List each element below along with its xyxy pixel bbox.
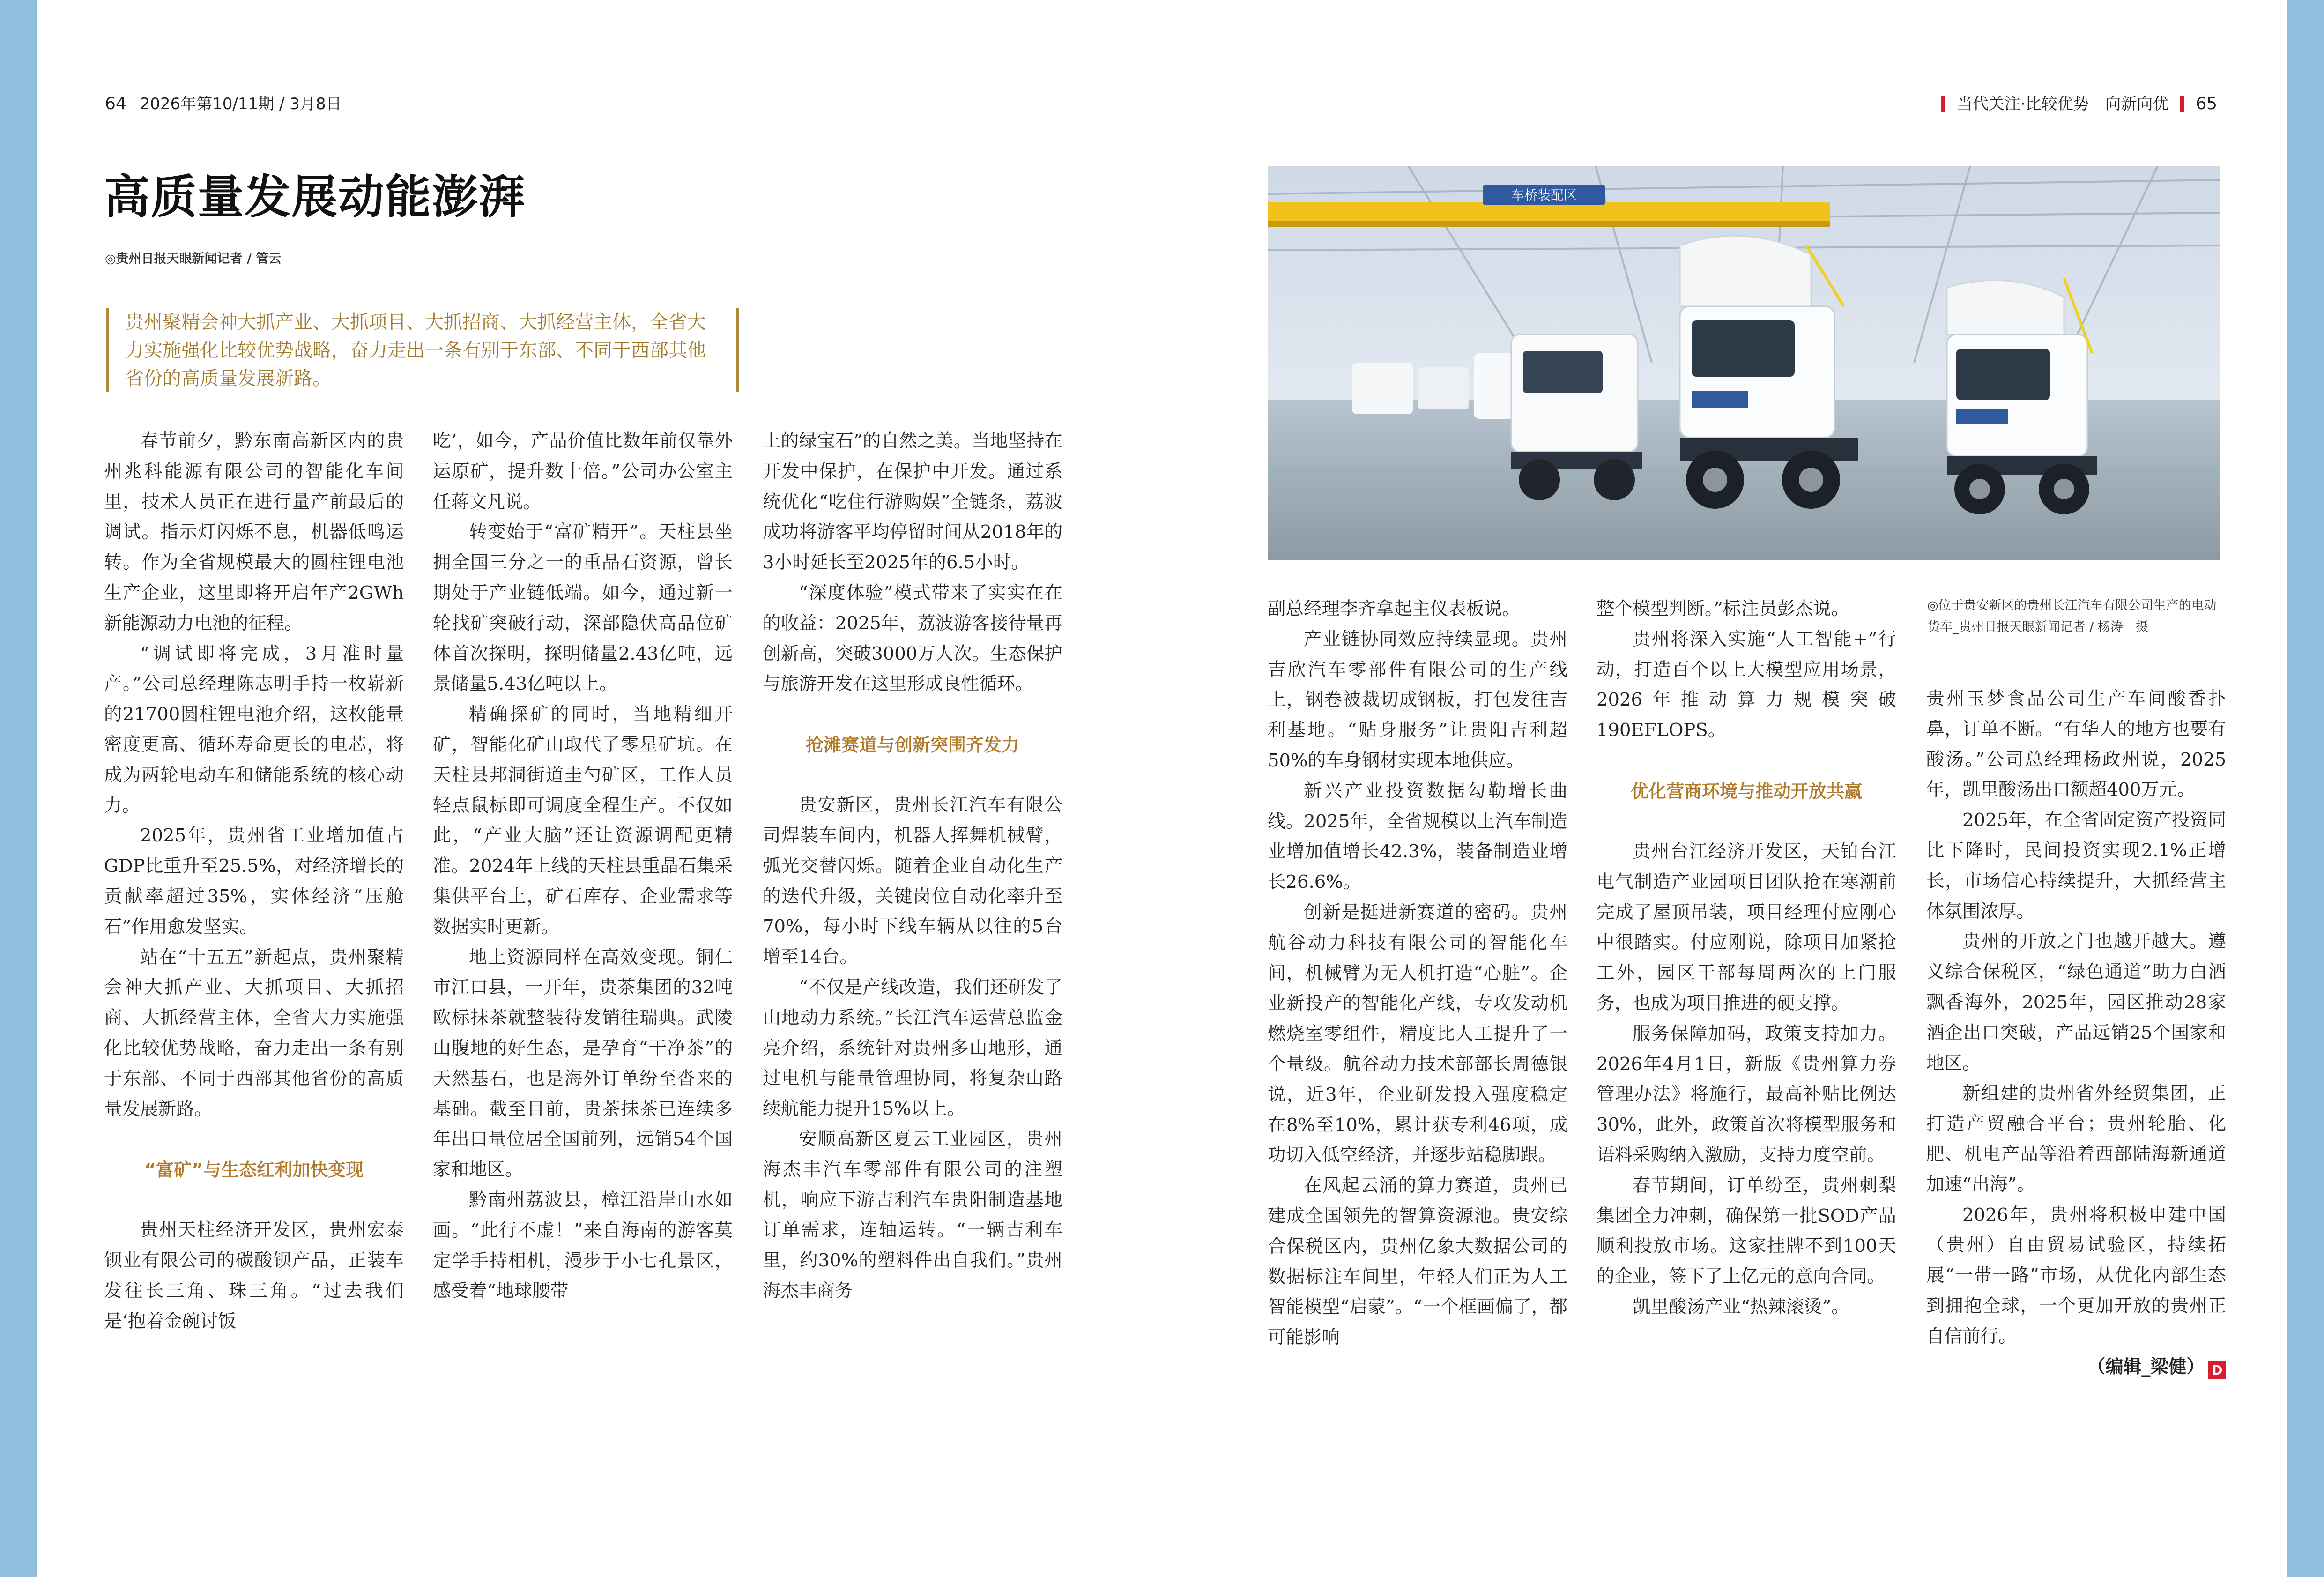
paragraph: 上的绿宝石”的自然之美。当地坚持在开发中保护，在保护中开发。通过系统优化“吃住行游购娱”全链条，荔波成功将游客平均停留时间从2018年的3小时延长至2025年的6.5小时。 — [763, 431, 1062, 573]
paragraph: 2025年，在全省固定资产投资同比下降时，民间投资实现2.1%正增长，市场信心持续提升，大抓经营主体氛围浓厚。 — [1926, 810, 2226, 922]
text-column-2 — [433, 426, 733, 1307]
text-column-3 — [763, 426, 1062, 1307]
photo-caption: ◎位于贵安新区的贵州长江汽车有限公司生产的电动货车_贵州日报天眼新闻记者 / 杨涛 摄 — [1927, 598, 2217, 634]
article-title: 高质量发展动能澎湃 — [104, 170, 526, 224]
hall-sign-text: 车桥装配区 — [1511, 187, 1577, 203]
paragraph: 贵州将深入实施“人工智能+”行动，打造百个以上大模型应用场景，2026年推动算力规模突破190EFLOPS。 — [1596, 628, 1896, 741]
paragraph: 春节期间，订单纷至，贵州刺梨集团全力冲刺，确保第一批SOD产品顺利投放市场。这家挂牌不到100天的企业，签下了上亿元的意向合同。 — [1596, 1175, 1896, 1287]
text-column-4 — [1268, 594, 1567, 1353]
paragraph: 产业链协同效应持续显现。贵州吉欣汽车零部件有限公司的生产线上，钢卷被裁切成钢板，打包发往吉利基地。“贴身服务”让贵阳吉利超50%的车身钢材实现本地供应。 — [1268, 628, 1567, 771]
paragraph: 安顺高新区夏云工业园区，贵州海杰丰汽车零部件有限公司的注塑机，响应下游吉利汽车贵阳制造基地订单需求，连轴运转。“一辆吉利车里，约30%的塑料件出自我们。”贵州海杰丰商务 — [763, 1128, 1062, 1302]
right-page-number: 65 — [2196, 94, 2217, 113]
paragraph: 在风起云涌的算力赛道，贵州已建成全国领先的智算资源池。贵安综合保税区内，贵州亿象大数据公司的数据标注车间里，年轻人们正为人工智能模型“启蒙”。“一个框画偏了，都可能影响 — [1268, 1175, 1567, 1348]
paragraph: “不仅是产线改造，我们还研发了山地动力系统。”长江汽车运营总监金亮介绍，系统针对贵州多山地形，通过电机与能量管理协同，将复杂山路续航能力提升15%以上。 — [763, 976, 1062, 1120]
text-column-1 — [104, 426, 404, 1337]
text-column-5 — [1596, 594, 1896, 1323]
byline: ◎贵州日报天眼新闻记者 / 管云 — [105, 252, 282, 266]
right-folio — [1941, 91, 2217, 114]
paragraph: 贵州的开放之门也越开越大。遵义综合保税区，“绿色通道”助力白酒飘香海外，2025年，园区推动28家酒企出口突破，产品远销25个国家和地区。 — [1926, 931, 2226, 1074]
paragraph: 精确探矿的同时，当地精细开矿，智能化矿山取代了零星矿坑。在天柱县邦洞街道圭勺矿区，工作人员轻点鼠标即可调度全程生产。不仅如此，“产业大脑”还让资源调配更精准。2024年上线的天柱县重晶石集采集供平台上，矿石库存、企业需求等数据实时更新。 — [433, 704, 733, 937]
paragraph: 黔南州荔波县，樟江沿岸山水如画。“此行不虚！”来自海南的游客莫定学手持相机，漫步于小七孔景区，感受着“地球腰带 — [433, 1189, 733, 1302]
section-marker — [1941, 96, 1945, 112]
left-page-edge — [0, 0, 37, 1577]
paragraph: 转变始于“富矿精开”。天柱县坐拥全国三分之一的重晶石资源，曾长期处于产业链低端。如今，通过新一轮找矿突破行动，深部隐伏高品位矿体首次探明，探明储量2.43亿吨，远景储量5.43亿吨以上。 — [433, 521, 733, 695]
section-heading: 抢滩赛道与创新突围齐发力 — [805, 735, 1019, 756]
paragraph: 新兴产业投资数据勾勒增长曲线。2025年，全省规模以上汽车制造业增加值增长42.3%，装备制造业增长26.6%。 — [1268, 780, 1567, 893]
text-column-6 — [1926, 684, 2226, 1382]
editor-name: （编辑_梁健） — [2087, 1356, 2205, 1377]
paragraph: 贵州台江经济开发区，天铂台江电气制造产业园项目团队抢在寒潮前完成了屋顶吊装，项目经理付应刚心中很踏实。付应刚说，除项目加紧抢工外，园区干部每周两次的上门服务，也成为项目推进的硬支撑。 — [1596, 841, 1896, 1014]
end-mark: D — [2208, 1361, 2226, 1379]
section-heading: 优化营商环境与推动开放共赢 — [1630, 781, 1862, 802]
paragraph: 贵安新区，贵州长江汽车有限公司焊装车间内，机器人挥舞机械臂，弧光交替闪烁。随着企业自动化生产的迭代升级，关键岗位自动化率升至70%，每小时下线车辆从以往的5台增至14台。 — [763, 795, 1062, 968]
paragraph: 贵州天柱经济开发区，贵州宏泰钡业有限公司的碳酸钡产品，正装车发往长三角、珠三角。“过去我们是‘抱着金碗讨饭 — [104, 1220, 404, 1332]
paragraph: 贵州玉梦食品公司生产车间酸香扑鼻，订单不断。“有华人的地方也要有酸汤。”公司总经理杨政州说，2025年，凯里酸汤出口额超400万元。 — [1926, 688, 2226, 801]
article-photo-electric-trucks — [1268, 166, 2220, 560]
left-folio — [105, 91, 342, 114]
section-marker — [2180, 96, 2184, 112]
left-page-number: 64 — [105, 94, 126, 113]
paragraph: 地上资源同样在高效变现。铜仁市江口县，一开年，贵茶集团的32吨欧标抹茶就整装待发销往瑞典。武陵山腹地的好生态，是孕育“干净茶”的天然基石，也是海外订单纷至沓来的基础。截至目前，贵茶抹茶已连续多年出口量位居全国前列，远销54个国家和地区。 — [433, 946, 733, 1181]
paragraph: 站在“十五五”新起点，贵州聚精会神大抓产业、大抓项目、大抓招商、大抓经营主体，全省大力实施强化比较优势战略，奋力走出一条有别于东部、不同于西部其他省份的高质量发展新路。 — [104, 946, 404, 1120]
issue-info: 2026年第10/11期 / 3月8日 — [140, 95, 342, 113]
paragraph: 2025年，贵州省工业增加值占GDP比重升至25.5%，对经济增长的贡献率超过35%，实体经济“压舱石”作用愈发坚实。 — [104, 825, 404, 937]
right-page-edge — [2287, 0, 2324, 1577]
paragraph: “调试即将完成，3月准时量产。”公司总经理陈志明手持一枚崭新的21700圆柱锂电池介绍，这枚能量密度更高、循环寿命更长的电芯，将成为两轮电动车和储能系统的核心动力。 — [104, 643, 404, 816]
lead-paragraph-box — [106, 308, 739, 392]
paragraph: 春节前夕，黔东南高新区内的贵州兆科能源有限公司的智能化车间里，技术人员正在进行量产前最后的调试。指示灯闪烁不息，机器低鸣运转。作为全省规模最大的圆柱锂电池生产企业，这里即将开启年产2GWh新能源动力电池的征程。 — [104, 431, 404, 634]
paragraph: 整个模型判断。”标注员彭杰说。 — [1596, 598, 1849, 619]
paragraph: “深度体验”模式带来了实实在在的收益：2025年，荔波游客接待量再创新高，突破3000万人次。生态保护与旅游开发在这里形成良性循环。 — [763, 582, 1062, 695]
section-name: 当代关注·比较优势 向新向优 — [1956, 95, 2169, 113]
paragraph: 新组建的贵州省外经贸集团，正打造产贸融合平台；贵州轮胎、化肥、机电产品等沿着西部陆海新通道加速“出海”。 — [1926, 1083, 2226, 1195]
paragraph: 2026年，贵州将积极申建中国（贵州）自由贸易试验区，持续拓展“一带一路”市场，从优化内部生态到拥抱全球，一个更加开放的贵州正自信前行。 — [1926, 1204, 2226, 1347]
editor-sign-off — [1926, 1352, 2226, 1383]
section-heading: “富矿”与生态红利加快变现 — [144, 1160, 364, 1181]
paragraph: 凯里酸汤产业“热辣滚烫”。 — [1633, 1296, 1849, 1317]
paragraph: 服务保障加码，政策支持加力。2026年4月1日，新版《贵州算力券管理办法》将施行，最高补贴比例达30%，此外，政策首次将模型服务和语料采购纳入激励，支持力度空前。 — [1596, 1023, 1896, 1166]
lead-paragraph: 贵州聚精会神大抓产业、大抓项目、大抓招商、大抓经营主体，全省大力实施强化比较优势战略，奋力走出一条有别于东部、不同于西部其他省份的高质量发展新路。 — [125, 312, 706, 389]
paragraph: 吃’，如今，产品价值比数年前仅靠外运原矿，提升数十倍。”公司办公室主任蒋文凡说。 — [433, 431, 733, 513]
paragraph: 创新是挺进新赛道的密码。贵州航谷动力科技有限公司的智能化车间，机械臂为无人机打造“心脏”。企业新投产的智能化产线，专攻发动机燃烧室零组件，精度比人工提升了一个量级。航谷动力技术部部长周德银说，近3年，企业研发投入强度稳定在8%至10%，累计获专利46项，成功切入低空经济，并逐步站稳脚跟。 — [1268, 901, 1567, 1166]
paragraph: 副总经理李齐拿起主仪表板说。 — [1268, 598, 1521, 619]
